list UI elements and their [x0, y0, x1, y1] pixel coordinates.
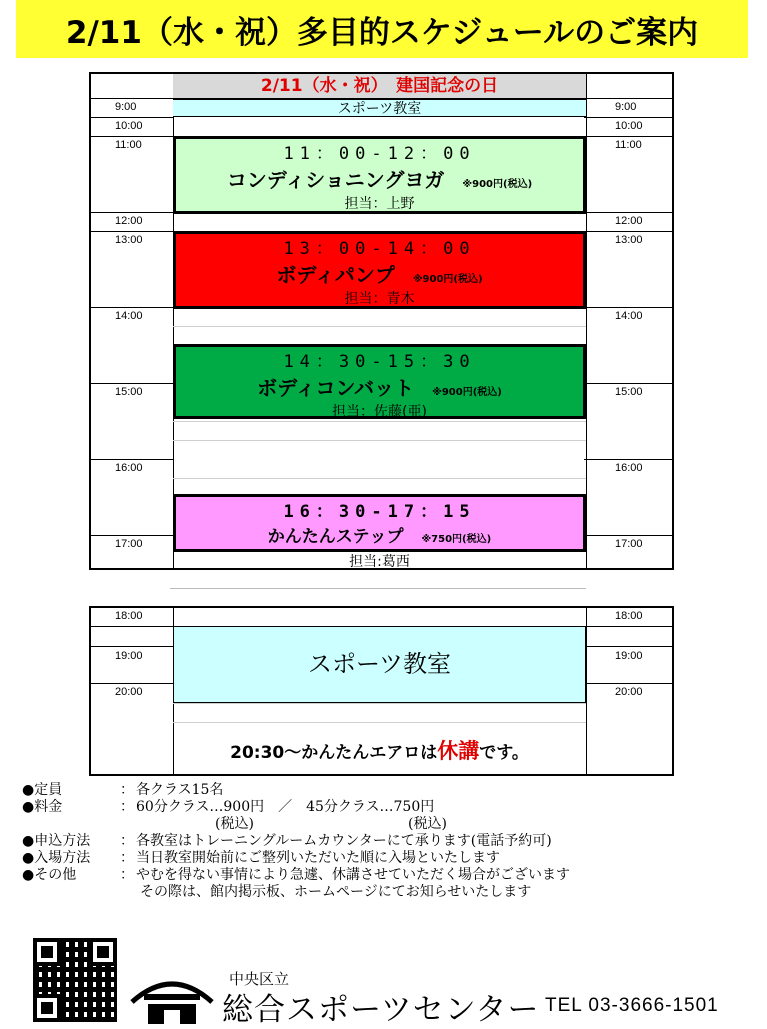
row-line	[173, 722, 586, 723]
sports-center-logo-icon	[130, 972, 214, 1024]
info-row	[22, 782, 722, 799]
row-line	[91, 231, 173, 232]
row-line	[173, 478, 586, 479]
qr-code-icon[interactable]	[33, 938, 117, 1022]
class-block-yoga	[173, 136, 586, 214]
info-sep: ：	[120, 799, 134, 815]
row-line	[173, 703, 586, 704]
row-line	[584, 383, 672, 384]
qr-finder	[33, 938, 61, 966]
info-value: 各教室はトレーニングルームカウンターにて承ります(電話予約可)	[136, 833, 552, 849]
time-label: 16:00	[115, 462, 143, 474]
row-line	[173, 326, 586, 327]
info-key: ●入場方法	[22, 850, 91, 866]
time-label: 11:00	[615, 139, 642, 151]
class-block-bodypump	[173, 231, 586, 309]
info-row	[22, 833, 722, 850]
class-price: ※900円(税込)	[432, 387, 502, 398]
page-title: 2/11（水・祝）多目的スケジュールのご案内	[16, 0, 748, 58]
info-sep: ：	[120, 782, 134, 798]
time-label: 11:00	[115, 139, 142, 151]
class-name: ボディコンバット	[257, 376, 415, 400]
notice-text: です。	[479, 743, 529, 763]
row-line	[91, 98, 672, 99]
row-line	[584, 535, 672, 536]
row-line	[584, 231, 672, 232]
info-sep: ：	[120, 833, 134, 849]
time-label: 9:00	[615, 101, 637, 113]
row-line	[91, 626, 173, 627]
qr-finder	[33, 994, 61, 1022]
column-divider	[586, 608, 587, 774]
row-line	[173, 421, 586, 422]
time-label: 19:00	[615, 650, 643, 662]
ward-label: 中央区立	[229, 970, 290, 988]
time-label: 12:00	[115, 215, 143, 227]
row-line	[584, 136, 672, 137]
class-staff: 担当:葛西	[349, 554, 410, 570]
class-staff: 担当：佐藤(亜)	[332, 404, 427, 420]
info-value: 当日教室開始前にご整列いただいた順に入場といたします	[136, 850, 500, 866]
row-line	[584, 117, 672, 118]
class-price: ※900円(税込)	[412, 274, 483, 285]
sports-class-block: スポーツ教室	[173, 99, 586, 117]
qr-finder	[89, 938, 117, 966]
class-staff: 担当：青木	[344, 291, 415, 307]
class-block-easystep	[173, 494, 586, 552]
time-label: 13:00	[615, 234, 643, 246]
info-row	[22, 850, 722, 867]
time-label: 10:00	[615, 120, 643, 132]
time-label: 19:00	[115, 650, 143, 662]
info-value: やむを得ない事情により急遽、休講させていただく場合がございます	[136, 867, 570, 883]
row-line	[173, 440, 586, 441]
class-time: 14：30-15：30	[283, 352, 476, 372]
class-time: 13：00-14：00	[283, 239, 476, 259]
cancellation-notice	[173, 736, 586, 766]
row-line	[91, 212, 173, 213]
time-label: 17:00	[615, 538, 643, 550]
info-sep: ：	[120, 850, 134, 866]
class-staff: 担当：上野	[344, 196, 415, 212]
class-block-bodycombat	[173, 344, 586, 419]
time-label: 12:00	[615, 215, 643, 227]
center-name: 総合スポーツセンター	[222, 992, 540, 1028]
class-price: ※900円(税込)	[462, 179, 533, 190]
row-line	[584, 683, 672, 684]
class-name: かんたんステップ	[267, 527, 404, 547]
row-line	[584, 626, 672, 627]
row-line	[91, 459, 173, 460]
row-line	[91, 646, 173, 647]
time-label: 16:00	[615, 462, 643, 474]
info-value: 60分クラス…900円 ／ 45分クラス…750円	[136, 799, 435, 815]
time-label: 9:00	[115, 101, 137, 113]
row-line	[91, 383, 173, 384]
info-key: ●定員	[22, 782, 63, 798]
row-line	[91, 683, 173, 684]
info-value: その際は、館内掲示板、ホームページにてお知らせいたします	[140, 884, 532, 900]
time-label: 14:00	[615, 310, 643, 322]
info-section	[22, 782, 722, 901]
info-note: (税込)	[408, 816, 447, 832]
time-label: 17:00	[115, 538, 143, 550]
info-key: ●料金	[22, 799, 63, 815]
row-line	[584, 646, 672, 647]
info-sep: ：	[120, 867, 134, 883]
time-label: 15:00	[615, 386, 643, 398]
section-divider	[170, 588, 586, 589]
holiday-label: 2/11（水・祝） 建国記念の日	[173, 74, 586, 98]
info-row	[22, 799, 722, 816]
schedule-daytime	[89, 72, 674, 570]
class-name: ボディパンプ	[276, 263, 395, 287]
info-row	[22, 867, 722, 884]
class-price: ※750円(税込)	[421, 534, 492, 545]
row-line	[584, 307, 672, 308]
time-label: 18:00	[115, 610, 143, 622]
column-divider	[586, 74, 587, 568]
row-line	[91, 535, 173, 536]
time-label: 14:00	[115, 310, 143, 322]
time-label: 20:00	[115, 686, 143, 698]
time-label: 13:00	[115, 234, 143, 246]
time-label: 18:00	[615, 610, 643, 622]
row-line	[91, 117, 173, 118]
info-key: ●申込方法	[22, 833, 91, 849]
row-line	[91, 307, 173, 308]
notice-text: 20:30～かんたんエアロは	[230, 743, 438, 763]
info-key: ●その他	[22, 867, 77, 883]
row-line	[584, 212, 672, 213]
time-label: 10:00	[115, 120, 143, 132]
time-label: 15:00	[115, 386, 143, 398]
row-line	[584, 459, 672, 460]
sports-class-block: スポーツ教室	[173, 626, 586, 703]
info-row	[22, 816, 722, 833]
class-name: コンディショニングヨガ	[226, 168, 445, 192]
class-time: 16：30-17：15	[283, 502, 476, 522]
info-value: 各クラス15名	[136, 782, 224, 798]
notice-cancelled: 休講	[437, 739, 480, 763]
info-note: (税込)	[215, 816, 254, 832]
phone-number[interactable]: TEL 03-3666-1501	[545, 995, 719, 1016]
class-time: 11：00-12：00	[283, 144, 476, 164]
schedule-evening	[89, 606, 674, 776]
row-line	[91, 136, 173, 137]
time-label: 20:00	[615, 686, 643, 698]
